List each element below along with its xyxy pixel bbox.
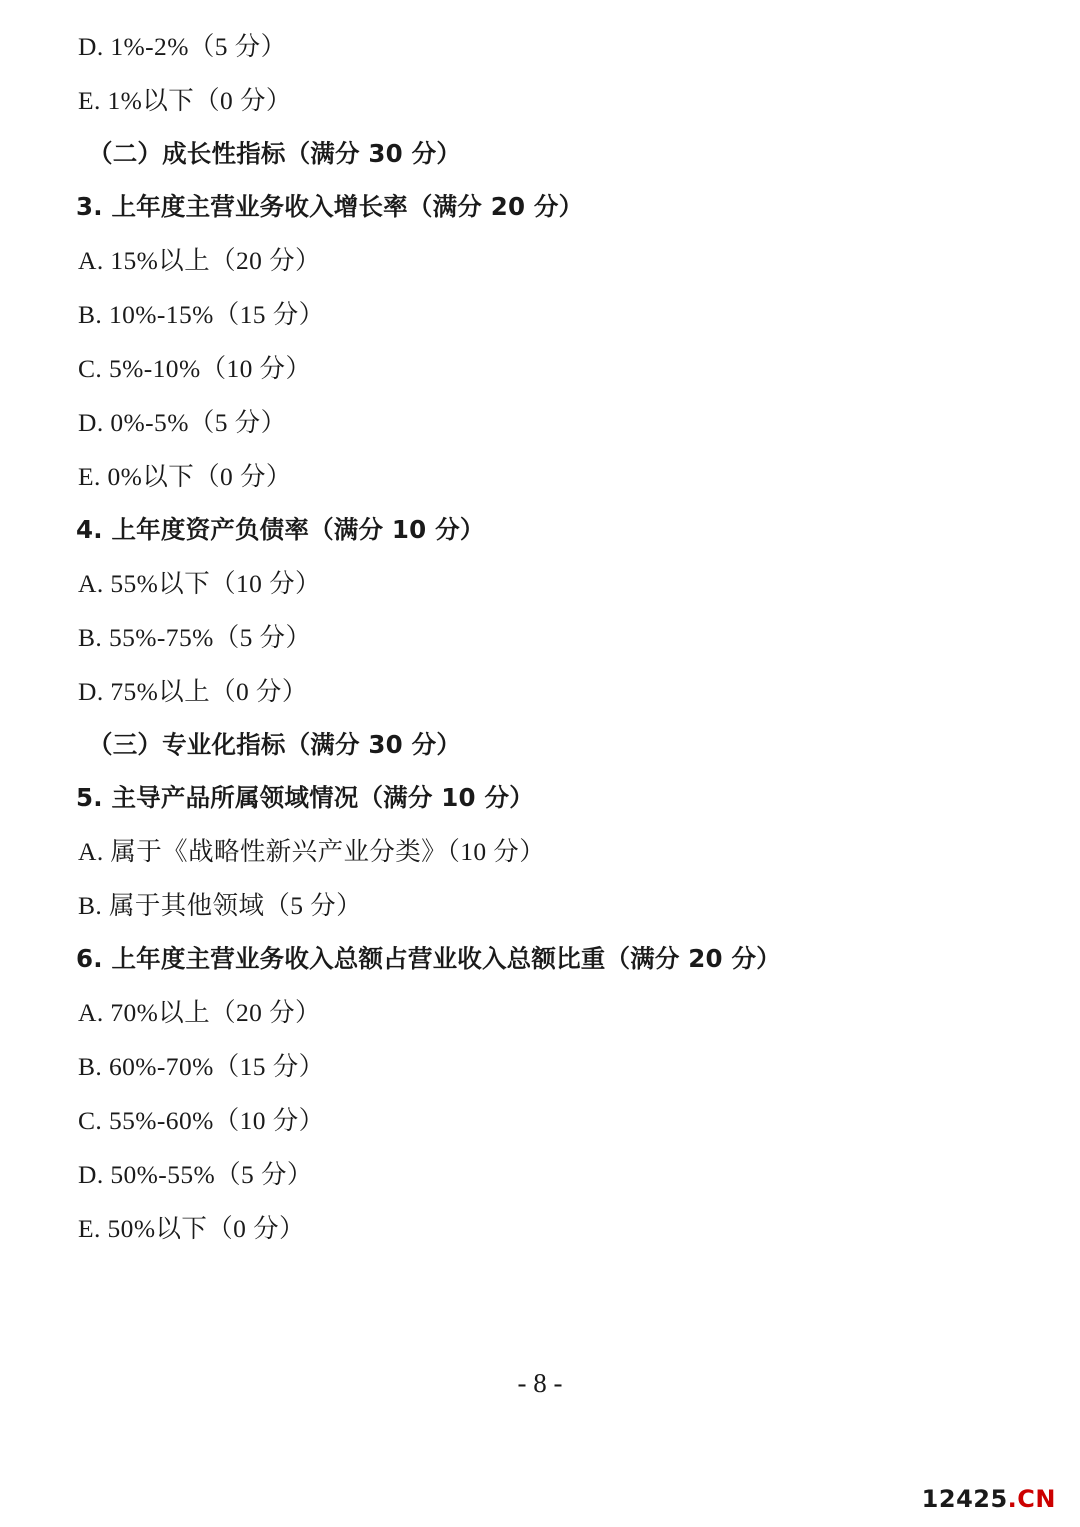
option-line: D. 50%-55%（5 分） [78, 1160, 313, 1189]
option-line: B. 55%-75%（5 分） [78, 623, 312, 652]
option-line: D. 1%-2%（5 分） [78, 32, 287, 61]
option-line: C. 55%-60%（10 分） [78, 1106, 325, 1135]
page-number: - 8 - [517, 1368, 563, 1398]
option-line: C. 5%-10%（10 分） [78, 354, 312, 383]
option-line: B. 10%-15%（15 分） [78, 300, 325, 329]
option-line: A. 15%以上（20 分） [78, 246, 321, 275]
watermark-prefix: 12425 [921, 1485, 1008, 1513]
section-heading: （三）专业化指标（满分 30 分） [88, 730, 462, 759]
option-line: D. 0%-5%（5 分） [78, 408, 287, 437]
question-heading: 4. 上年度资产负债率（满分 10 分） [76, 515, 485, 544]
option-line: E. 1%以下（0 分） [78, 86, 292, 115]
option-line: D. 75%以上（0 分） [78, 677, 308, 706]
question-heading: 6. 上年度主营业务收入总额占营业收入总额比重（满分 20 分） [76, 944, 781, 973]
option-line: E. 50%以下（0 分） [78, 1214, 305, 1243]
section-heading: （二）成长性指标（满分 30 分） [88, 139, 462, 168]
question-heading: 3. 上年度主营业务收入增长率（满分 20 分） [76, 192, 584, 221]
option-line: A. 属于《战略性新兴产业分类》（10 分） [78, 837, 546, 866]
option-line: B. 60%-70%（15 分） [78, 1052, 325, 1081]
option-line: B. 属于其他领域（5 分） [78, 891, 362, 920]
watermark-suffix: .CN [1007, 1485, 1056, 1513]
option-line: A. 55%以下（10 分） [78, 569, 321, 598]
option-line: A. 70%以上（20 分） [78, 998, 321, 1027]
watermark [922, 1485, 1056, 1513]
question-heading: 5. 主导产品所属领域情况（满分 10 分） [76, 783, 534, 812]
option-line: E. 0%以下（0 分） [78, 462, 292, 491]
